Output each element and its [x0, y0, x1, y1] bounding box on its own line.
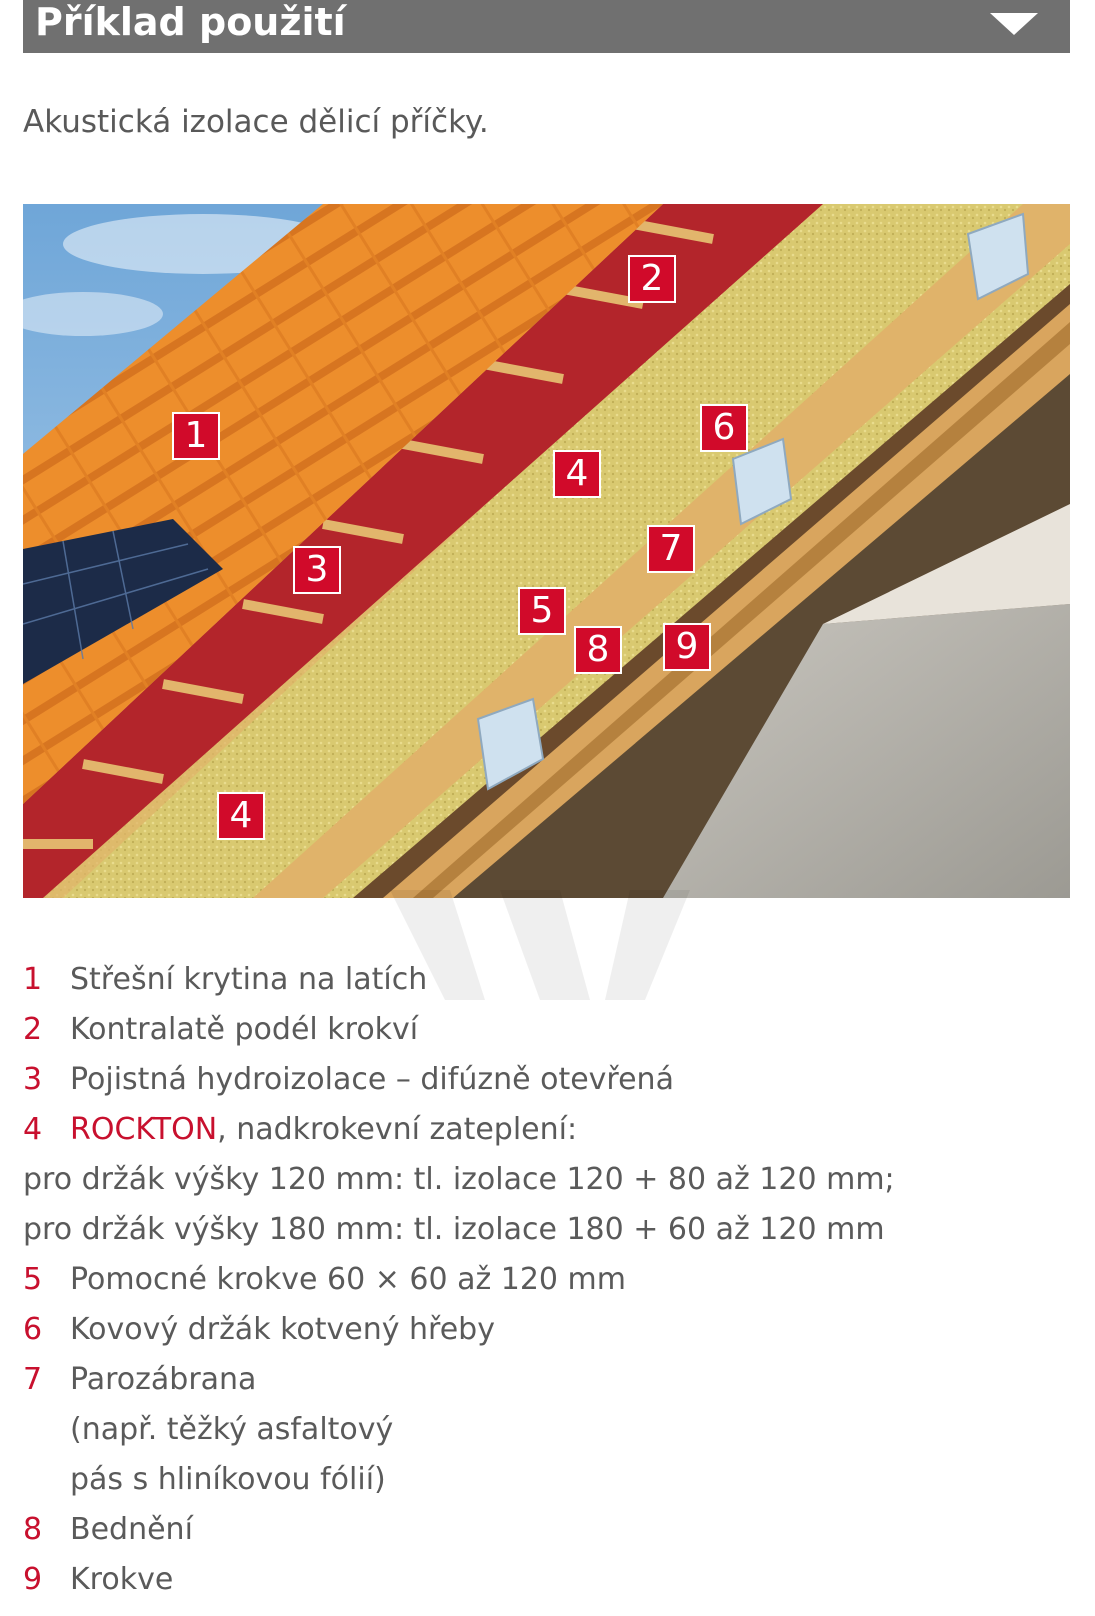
- legend-text: Kovový držák kotvený hřeby: [70, 1312, 495, 1347]
- legend-item-1: [23, 955, 1063, 1005]
- legend-number: 4: [23, 1112, 43, 1147]
- legend-text: Krokve: [70, 1562, 174, 1597]
- marker-1: 1: [172, 412, 220, 460]
- marker-9: 9: [663, 623, 711, 671]
- legend-item-6: [23, 1305, 1063, 1355]
- legend-item-5: [23, 1255, 1063, 1305]
- legend-detail-line: pro držák výšky 180 mm: tl. izolace 180 + 60 až 120 mm: [23, 1212, 885, 1247]
- marker-7: 7: [647, 525, 695, 573]
- legend-text: Kontralatě podél krokví: [70, 1012, 419, 1047]
- legend-item-7: [23, 1355, 1063, 1405]
- legend-detail-line: pro držák výšky 120 mm: tl. izolace 120 + 80 až 120 mm;: [23, 1162, 895, 1197]
- legend-text: Bednění: [70, 1512, 193, 1547]
- section-title: Příklad použití: [35, 0, 346, 44]
- marker-3: 3: [293, 546, 341, 594]
- legend-continuation: pás s hliníkovou fólií): [70, 1462, 386, 1497]
- legend-list: [23, 955, 1063, 1605]
- legend-item-2: [23, 1005, 1063, 1055]
- section-header[interactable]: [23, 0, 1070, 53]
- legend-number: 8: [23, 1512, 43, 1547]
- legend-number: 9: [23, 1562, 43, 1597]
- marker-5: 5: [518, 587, 566, 635]
- marker-8: 8: [574, 626, 622, 674]
- legend-item-3: [23, 1055, 1063, 1105]
- legend-number: 3: [23, 1062, 43, 1097]
- brand-name: ROCKTON: [70, 1112, 218, 1147]
- roof-illustration: [23, 204, 1070, 898]
- legend-number: 5: [23, 1262, 43, 1297]
- legend-number: 6: [23, 1312, 43, 1347]
- legend-number: 7: [23, 1362, 43, 1397]
- legend-item-8: [23, 1505, 1063, 1555]
- legend-continuation: (např. těžký asfaltový: [70, 1412, 394, 1447]
- legend-item-9: [23, 1555, 1063, 1605]
- legend-number: 2: [23, 1012, 43, 1047]
- legend-text: Parozábrana: [70, 1362, 257, 1397]
- page-subtitle: Akustická izolace dělicí příčky.: [23, 104, 489, 140]
- legend-item-4: [23, 1105, 1063, 1155]
- marker-4b: 4: [217, 792, 265, 840]
- legend-text: , nadkrokevní zateplení:: [217, 1112, 578, 1147]
- roof-diagram-image: [23, 204, 1070, 898]
- legend-text: Střešní krytina na latích: [70, 962, 428, 997]
- marker-2: 2: [628, 255, 676, 303]
- legend-number: 1: [23, 962, 43, 997]
- marker-6: 6: [700, 404, 748, 452]
- legend-text: Pomocné krokve 60 × 60 až 120 mm: [70, 1262, 626, 1297]
- legend-text: Pojistná hydroizolace – difúzně otevřená: [70, 1062, 674, 1097]
- marker-4: 4: [553, 450, 601, 498]
- chevron-down-icon[interactable]: [990, 13, 1038, 35]
